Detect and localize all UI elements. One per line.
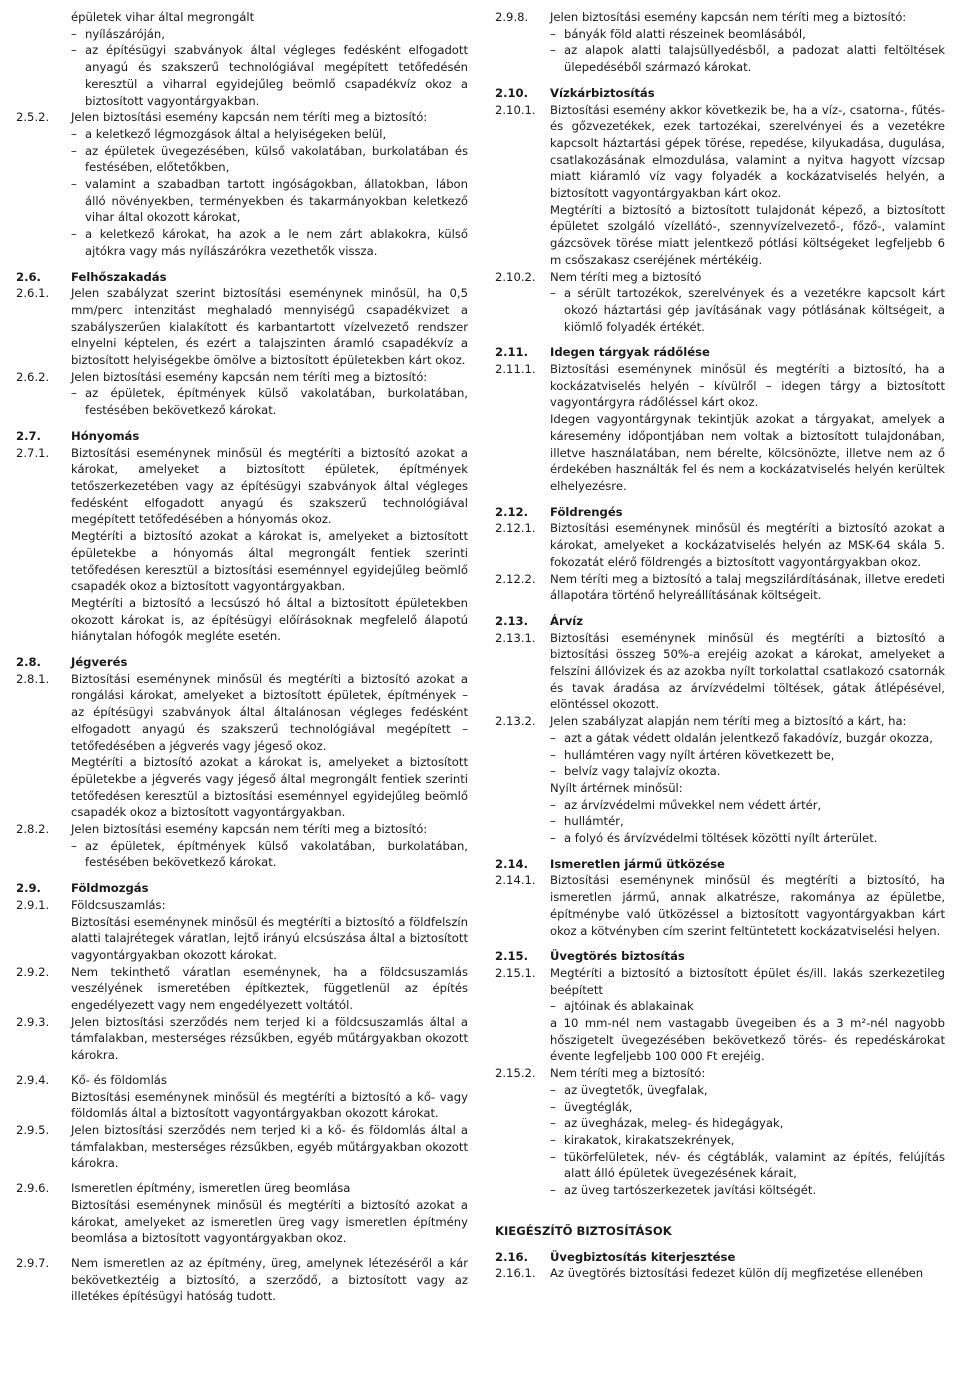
list-item: – hullámtéren vagy nyílt ártéren következett be, [550, 747, 835, 762]
numbered-clause: 2.7.1. Biztosítási eseménynek minősül és megtéríti a biztosító azokat a károkat, amelyeket a biztosított épületek, építmények tetőszerkezetében vagy az építésügyi szabványok által végleges fedésként elfogadott anyagú és szakszerű technológiával megépített tetőfedésében a hónyomás okoz. [16, 445, 468, 527]
numbered-clause: 2.15.2. Nem téríti meg a biztosító: [495, 1066, 706, 1081]
dash-bullet: – [550, 1116, 556, 1131]
paragraph: Idegen vagyontárgynak tekintjük azokat a tárgyakat, amelyek a káresemény időpontjában nem voltak a biztosított tulajdonában, illetve használatában, nem bérelte, kölcsönözte, illetve nem az ő érdekében használták fel és nem a kockázatviselés helyén kerültek elhelyezésre. [550, 412, 945, 493]
dash-bullet: – [550, 797, 556, 812]
list-item: – az épületek, építmények külső vakolatában, burkolatában, festésében bekövetkező károkat. [71, 386, 468, 418]
left-column [16, 9, 468, 1305]
dash-bullet: – [71, 838, 77, 853]
dash-bullet: – [550, 1183, 556, 1198]
paragraph: Megtéríti a biztosító a biztosított tulajdonát képező, a biztosított épületet szolgáló vízellátó-, szennyvízelvezető-, főző-, valamint gázcsövek törése miatt jelentkező pótlási költségeket legfeljebb 6 m csőszakasz cseréjének mértékéig. [550, 202, 945, 267]
list-item: – az alapok alatti talajsüllyedésből, a padozat alatti feltöltések ülepedéséből származó károkat. [550, 43, 945, 75]
numbered-clause: 2.13.1. Biztosítási eseménynek minősül és megtéríti a biztosító a biztosítási összeg 50%-a erejéig azokat a károkat, amelyeket a felszíni állóvizek és az azokba nyílt torkolattal csatlakozó csatornák és tavak áradása az árvízvédelmi töltések, gátak átlépésével, elöntéssel okozott. [495, 630, 945, 712]
list-item: – az építésügyi szabványok által végleges fedésként elfogadott anyagú és szakszerű technológiával megépített tetőfedésén keresztül a viharral egyidejűleg beömlő csapadékvíz okoz a biztosított vagyontárgyakban. [71, 43, 468, 108]
dash-bullet: – [550, 764, 556, 779]
list-item: – a keletkező légmozgások által a helyiségeken belül, [71, 126, 387, 141]
dash-bullet: – [550, 26, 556, 41]
dash-bullet: – [71, 43, 77, 58]
numbered-clause: 2.5.2. Jelen biztosítási esemény kapcsán nem téríti meg a biztosító: [16, 110, 428, 125]
section-heading: 2.7. Hónyomás [16, 428, 140, 443]
dash-bullet: – [71, 126, 77, 141]
numbered-clause: 2.13.2. Jelen szabályzat alapján nem téríti meg a biztosító a kárt, ha: [495, 714, 907, 729]
list-item: – az épületek, építmények külső vakolatában, burkolatában, festésében bekövetkező károkat. [71, 838, 468, 870]
dash-bullet: – [550, 747, 556, 762]
section-heading: 2.14. Ismeretlen jármű ütközése [495, 856, 725, 871]
section-heading: 2.9. Földmozgás [16, 881, 149, 896]
list-item: – üvegtéglák, [550, 1099, 633, 1114]
list-item: – az üvegházak, meleg- és hidegágyak, [550, 1116, 784, 1131]
list-item: – a sérült tartozékok, szerelvények és a vezetékre kapcsolt kárt okozó háztartási gép javításának vagy pótlásának költségeit, a kiömlő folyadék értékét. [550, 286, 945, 334]
list-item: – az üvegtetők, üvegfalak, [550, 1082, 708, 1097]
numbered-clause: 2.10.1. Biztosítási esemény akkor következik be, ha a víz-, csatorna-, fűtés- és gőzvezetékek, ezek tartozékai, szerelvényei és a vezetékre kapcsolt háztartási gépek törése, repedése, kilyukadása, dugulása, csatlakozásának elmozdulása, valamint a nyitva hagyott vízcsap miatt kiáramló víz vagy folyadék a kockázatviselés helyén, a biztosított vagyontárgyakban kárt okoz. [495, 102, 945, 201]
paragraph: Biztosítási eseménynek minősül és megtéríti a biztosító a földfelszín alatti talajrétegek váratlan, lejtő irányú elcsúszása által a biztosított vagyontárgyakban okozott károkat. [71, 914, 468, 962]
dash-bullet: – [71, 177, 77, 192]
paragraph: Biztosítási eseménynek minősül és megtéríti a biztosító azokat a károkat, amelyeket az ismeretlen üreg vagy ismeretlen építmény beomlása a biztosított vagyontárgyakban okoz. [71, 1197, 468, 1246]
numbered-clause: 2.12.2. Nem téríti meg a biztosító a talaj megszilárdításának, illetve eredeti állapotára történő helyreállításának költségeit. [495, 571, 945, 603]
list-item: – a keletkező károkat, ha azok a le nem zárt ablakokra, külső ajtókra vagy más nyílászárókra vezethetők vissza. [71, 227, 468, 258]
numbered-clause: 2.11.1. Biztosítási eseménynek minősül és megtéríti a biztosító, ha a kockázatviselés helyén – kívülről – idegen tárgy a biztosított vagyontárgyra rádőléssel kárt okoz. [495, 362, 945, 410]
list-item: – kirakatok, kirakatszekrények, [550, 1133, 735, 1147]
dash-bullet: – [71, 26, 77, 41]
chapter-title: KIEGÉSZÍTŐ BIZTOSÍTÁSOK [495, 1223, 672, 1238]
section-heading: 2.10. Vízkárbiztosítás [495, 85, 655, 100]
numbered-clause: 2.8.2. Jelen biztosítási esemény kapcsán nem téríti meg a biztosító: [16, 822, 428, 837]
list-item: – bányák föld alatti részeinek beomlásából, [550, 26, 806, 41]
paragraph: Biztosítási eseménynek minősül és megtéríti a biztosító a kő- vagy földomlás által a biztosított vagyontárgyakban okozott károkat. [71, 1089, 468, 1121]
dash-bullet: – [550, 999, 556, 1014]
numbered-clause: 2.9.1. Földcsuszamlás: [16, 897, 166, 912]
right-column [495, 9, 945, 1282]
numbered-clause: 2.12.1. Biztosítási eseménynek minősül és megtéríti a biztosító azokat a károkat, amelyeket a kockázatviselés helyén az MSK-64 skála 5. fokozatát elérő földrengés a biztosított vagyontárgyakban okoz. [495, 521, 945, 569]
section-heading: 2.11. Idegen tárgyak rádőlése [495, 345, 710, 360]
paragraph: Nyílt ártérnek minősül: [550, 780, 683, 795]
numbered-clause: 2.9.5. Jelen biztosítási szerződés nem terjed ki a kő- és földomlás által a támfalakban, mesterséges rézsűkben, egyéb műtárgyakban okozott károkra. [16, 1123, 468, 1171]
list-item: – ajtóinak és ablakainak [550, 999, 694, 1014]
section-heading: 2.13. Árvíz [495, 613, 583, 628]
numbered-clause: 2.9.7. Nem ismeretlen az az építmény, üreg, amelynek létezéséről a kár bekövetkeztéig a biztosító, a szerződő, a biztosított vagy az illetékes építésügyi hatóság tudott. [16, 1255, 468, 1304]
dash-bullet: – [71, 143, 77, 158]
section-heading: 2.16. Üvegbiztosítás kiterjesztése [495, 1249, 736, 1264]
numbered-clause: 2.8.1. Biztosítási eseménynek minősül és megtéríti a biztosító azokat a rongálási károkat, amelyeket a biztosított épületek, építmények – az építésügyi szabványok által általánosan végleges fedésként elfogadott anyagú és szakszerű technológiával megépített – tetőfedésében a jégverés vagy jégeső okoz. [16, 671, 468, 753]
dash-bullet: – [550, 1149, 556, 1164]
dash-bullet: – [550, 1099, 556, 1114]
section-heading: 2.15. Üvegtörés biztosítás [495, 949, 685, 964]
paragraph: Megtéríti a biztosító a lecsúszó hó által a biztosított épületekben okozott károkat is, az építésügyi előírásoknak megfelelő álapotú hiánytalan hófogók megléte esetén. [71, 595, 468, 644]
list-item: – az épületek üvegezésében, külső vakolatában, burkolatában és festésében, előtetőkben, [71, 143, 468, 175]
dash-bullet: – [550, 1082, 556, 1097]
section-heading: 2.12. Földrengés [495, 504, 623, 519]
numbered-clause: 2.16.1. Az üvegtörés biztosítási fedezet külön díj megfizetése ellenében [495, 1266, 924, 1281]
dash-bullet: – [550, 43, 556, 58]
paragraph: Megtéríti a biztosító azokat a károkat is, amelyeket a biztosított épületekbe a hónyomás által megrongált fentiek szerinti tetőfedésen keresztül a biztosítási eseménnyel egyidejűleg beömlő csapadék okoz a biztosított vagyontárgyakban. [71, 529, 468, 594]
numbered-clause: 2.9.2. Nem tekinthető váratlan eseménynek, ha a földcsuszamlás veszélyének ismeretében építkeztek, függetlenül az építés engedélyezett vagy nem engedélyezett voltától. [16, 964, 468, 1013]
dash-bullet: – [550, 814, 556, 829]
section-heading: 2.8. Jégverés [16, 655, 128, 670]
numbered-clause: 2.10.2. Nem téríti meg a biztosító [495, 269, 702, 284]
list-item: – belvíz vagy talajvíz okozta. [550, 764, 721, 779]
list-item: – az üveg tartószerkezetek javítási költségét. [550, 1183, 817, 1198]
numbered-clause: 2.14.1. Biztosítási eseménynek minősül és megtéríti a biztosító, ha ismeretlen jármű, annak alkatrésze, rakománya az épületbe, építménybe való ütközéssel a biztosított vagyontárgyakban kárt okoz a kötvényben cím szerint feltüntetett kockázatviselési helyen. [495, 873, 945, 938]
list-item: – azt a gátak védett oldalán jelentkező fakadóvíz, buzgár okozza, [550, 730, 933, 745]
dash-bullet: – [550, 730, 556, 745]
numbered-clause: 2.15.1. Megtéríti a biztosító a biztosított épület és/ill. lakás szerkezetileg beépített [495, 965, 945, 997]
list-item: – valamint a szabadban tartott ingóságokban, állatokban, lábon álló növényekben, terményekben és takarmányokban keletkező vihar által okozott károkat, [71, 177, 468, 225]
numbered-clause: 2.6.2. Jelen biztosítási esemény kapcsán nem téríti meg a biztosító: [16, 369, 428, 384]
numbered-clause: 2.9.3. Jelen biztosítási szerződés nem terjed ki a földcsuszamlás által a támfalakban, mesterséges rézsűkben, egyéb műtárgyakban okozott károkra. [16, 1014, 468, 1063]
dash-bullet: – [550, 831, 556, 846]
dash-bullet: – [71, 227, 77, 242]
numbered-clause: 2.9.6. Ismeretlen építmény, ismeretlen üreg beomlása [16, 1181, 351, 1196]
list-item: – hullámtér, [550, 814, 624, 829]
list-item: – a folyó és árvízvédelmi töltések közötti nyílt árterület. [550, 831, 878, 846]
numbered-clause: 2.9.8. Jelen biztosítási esemény kapcsán nem téríti meg a biztosító: [495, 10, 907, 24]
paragraph: Megtéríti a biztosító azokat a károkat is, amelyeket a biztosított épületekbe a jégverés vagy jégeső által megrongált fentiek szerinti tetőfedésen keresztül a biztosítási eseménnyel egyidejűleg beömlő csapadék okoz a biztosított vagyontárgyakban. [71, 755, 468, 820]
numbered-clause: 2.6.1. Jelen szabályzat szerint biztosítási eseménynek minősül, ha 0,5 mm/perc intenzitást meghaladó mennyiségű csapadékvizet a szabályszerűen kialakított és karbantartott vízelvezető rendszer elnyelni képtelen, és ezért a talajszinten áramló csapadékvíz a biztosított helyiségekbe ömölve a biztosított épületekben kárt okoz. [16, 286, 468, 368]
numbered-clause: 2.9.4. Kő- és földomlás [16, 1072, 167, 1087]
dash-bullet: – [550, 286, 556, 301]
list-item: – tükörfelületek, név- és cégtáblák, valamint az építés, felújítás alatt álló épületek üvegezésének kárait, [550, 1149, 945, 1181]
paragraph: a 10 mm-nél nem vastagabb üvegeiben és a 3 m²-nél nagyobb hőszigetelt üvegezésében bekövetkező törés- és repedéskárokat évente legfeljebb 100 000 Ft erejéig. [550, 1016, 945, 1064]
continued-text: épületek vihar által megrongált [71, 10, 255, 24]
list-item: – az árvízvédelmi művekkel nem védett ártér, [550, 797, 822, 812]
list-item: – nyílászáróján, [71, 26, 165, 41]
dash-bullet: – [550, 1133, 556, 1147]
dash-bullet: – [71, 386, 77, 401]
section-heading: 2.6. Felhőszakadás [16, 269, 167, 284]
